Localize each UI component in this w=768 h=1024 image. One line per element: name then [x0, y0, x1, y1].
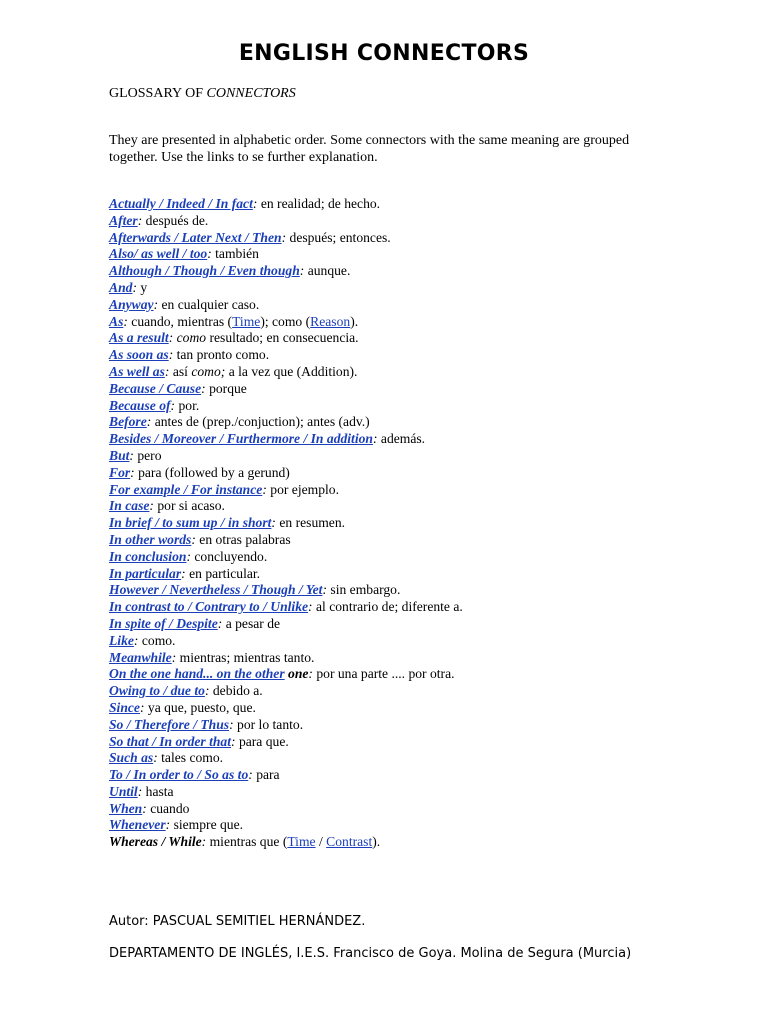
reference-link[interactable]: Time — [287, 834, 316, 850]
connector-entry — [109, 498, 729, 515]
term-separator: : — [130, 464, 139, 480]
connector-entry — [109, 465, 729, 482]
connector-term[interactable]: Although / Though / Even though — [109, 263, 300, 279]
connector-entry — [109, 515, 729, 532]
connector-entry — [109, 817, 729, 834]
connector-entry — [109, 330, 729, 347]
connector-term[interactable]: In spite of / Despite — [109, 615, 218, 631]
connector-meaning: para que. — [238, 733, 289, 749]
connector-entry — [109, 549, 729, 566]
connector-meaning-italic: como; — [191, 363, 226, 379]
connector-meaning: ya que, puesto, que. — [147, 699, 256, 715]
connector-entry — [109, 246, 729, 263]
reference-link[interactable]: Reason — [310, 313, 351, 329]
term-separator: : — [153, 750, 162, 766]
connector-entry — [109, 280, 729, 297]
connector-entry — [109, 230, 729, 247]
connector-entry — [109, 314, 729, 331]
connector-meaning: en otras palabras — [199, 531, 291, 547]
glossary-heading — [109, 86, 296, 102]
connector-entry — [109, 599, 729, 616]
connector-meaning: y — [140, 279, 148, 295]
connector-term[interactable]: Before — [109, 414, 147, 430]
connector-term[interactable]: Whenever — [109, 817, 166, 833]
term-separator: : — [308, 666, 317, 682]
connector-meaning: concluyendo. — [194, 548, 268, 564]
term-separator: : — [204, 683, 213, 699]
connector-entry — [109, 532, 729, 549]
connector-term[interactable]: As soon as — [109, 347, 169, 363]
term-separator: : — [322, 582, 331, 598]
connector-meaning: porque — [209, 380, 247, 396]
term-separator: : — [165, 817, 174, 833]
connector-term[interactable]: To / In order to / So as to — [109, 767, 249, 783]
term-separator: : — [186, 548, 195, 564]
connector-entry — [109, 297, 729, 314]
connector-meaning: en resumen. — [279, 515, 346, 531]
connector-meaning: mientras que ( — [209, 834, 288, 850]
connector-entry — [109, 784, 729, 801]
term-separator: : — [149, 498, 158, 514]
connector-term[interactable]: Meanwhile — [109, 649, 172, 665]
connector-term[interactable]: As a result — [109, 330, 169, 346]
reference-link[interactable]: Contrast — [326, 834, 373, 850]
connector-entry — [109, 834, 729, 851]
connector-term[interactable]: Like — [109, 632, 134, 648]
connector-entry — [109, 263, 729, 280]
connector-term[interactable]: On the one hand... on the other — [109, 666, 285, 682]
term-separator: : — [372, 431, 381, 447]
term-separator: : — [217, 615, 226, 631]
term-separator: : — [129, 447, 138, 463]
connector-meaning: siempre que. — [173, 817, 244, 833]
connector-meaning: pero — [137, 447, 162, 463]
term-separator: : — [262, 481, 271, 497]
term-separator: : — [171, 649, 180, 665]
reference-link[interactable]: Time — [232, 313, 261, 329]
term-separator: : — [252, 196, 261, 211]
connector-entry — [109, 448, 729, 465]
connector-meaning: tales como. — [161, 750, 224, 766]
connector-meaning: al contrario de; diferente a. — [315, 599, 463, 615]
connector-term[interactable]: However / Nevertheless / Though / Yet — [109, 582, 323, 598]
connector-term[interactable]: So that / In order that — [109, 733, 232, 749]
connector-meaning: a la vez que (Addition). — [225, 363, 358, 379]
connector-list — [109, 196, 729, 851]
term-separator: : — [133, 632, 142, 648]
connector-entry — [109, 431, 729, 448]
term-separator: : — [142, 800, 151, 816]
connector-entry — [109, 482, 729, 499]
page-title: ENGLISH CONNECTORS — [238, 41, 530, 66]
connector-term[interactable]: Since — [109, 699, 140, 715]
connector-meaning: tan pronto como. — [176, 347, 270, 363]
term-separator: : — [271, 515, 280, 531]
connector-entry — [109, 414, 729, 431]
connector-term[interactable]: So / Therefore / Thus — [109, 716, 230, 732]
connector-term[interactable]: For — [109, 464, 131, 480]
connector-term[interactable]: Until — [109, 783, 138, 799]
connector-term[interactable]: In conclusion — [109, 548, 187, 564]
term-separator: : — [168, 347, 177, 363]
connector-meaning: por lo tanto. — [237, 716, 304, 732]
connector-term[interactable]: In brief / to sum up / in short — [109, 515, 272, 531]
connector-meaning: por una parte .... por otra. — [316, 666, 455, 682]
connector-entry — [109, 666, 729, 683]
connector-meaning: a pesar de — [225, 615, 281, 631]
connector-term[interactable]: As — [109, 313, 124, 329]
connector-entry — [109, 213, 729, 230]
connector-entry — [109, 633, 729, 650]
connector-meaning: cuando — [150, 800, 190, 816]
connector-term[interactable]: As well as — [109, 363, 165, 379]
connector-meaning: por si acaso. — [157, 498, 225, 514]
connector-meaning: ). — [350, 313, 359, 329]
connector-entry — [109, 566, 729, 583]
term-separator: : — [229, 716, 238, 732]
connector-entry — [109, 750, 729, 767]
connector-meaning: para — [256, 767, 280, 783]
connector-meaning: además. — [380, 431, 426, 447]
connector-term[interactable]: For example / For instance — [109, 481, 263, 497]
term-separator: : — [146, 414, 155, 430]
connector-meaning: mientras; mientras tanto. — [179, 649, 315, 665]
connector-meaning: en particular. — [189, 565, 261, 581]
connector-entry — [109, 683, 729, 700]
intro-paragraph: They are presented in alphabetic order. Some connectors with the same meaning are grouped together. Use the links to se further explanation. — [109, 133, 630, 165]
connector-meaning: para (followed by a gerund) — [138, 464, 290, 480]
connector-entry — [109, 582, 729, 599]
term-separator: : — [137, 212, 146, 228]
term-separator: : — [170, 397, 179, 413]
connector-entry — [109, 616, 729, 633]
connector-term[interactable]: Because of — [109, 397, 171, 413]
connector-term[interactable]: But — [109, 447, 130, 463]
connector-term[interactable]: Anyway — [109, 296, 154, 312]
term-separator: : — [231, 733, 239, 749]
connector-meaning: resultado; en consecuencia. — [209, 330, 359, 346]
term-separator: : — [137, 783, 146, 799]
connector-meaning-italic: como — [176, 330, 210, 346]
connector-meaning: ); como ( — [260, 313, 311, 329]
connector-entry — [109, 717, 729, 734]
connector-meaning: en realidad; de hecho. — [260, 196, 381, 211]
connector-entry — [109, 767, 729, 784]
connector-meaning: ). — [372, 834, 381, 850]
connector-meaning: como. — [141, 632, 176, 648]
term-separator: : — [299, 263, 308, 279]
connector-entry — [109, 381, 729, 398]
term-separator: : — [139, 699, 148, 715]
connector-meaning: hasta — [145, 783, 174, 799]
connector-term[interactable]: Afterwards / Later Next / Then — [109, 229, 282, 245]
connector-entry — [109, 398, 729, 415]
term-separator: : — [201, 380, 210, 396]
connector-term[interactable]: In other words — [109, 531, 192, 547]
connector-meaning: / — [315, 834, 327, 850]
connector-term[interactable]: Owing to / due to — [109, 683, 205, 699]
connector-term[interactable]: In particular — [109, 565, 182, 581]
connector-term[interactable]: In contrast to / Contrary to / Unlike — [109, 599, 309, 615]
connector-term[interactable]: Also/ as well / too — [109, 246, 208, 262]
connector-meaning: aunque. — [307, 263, 351, 279]
connector-entry — [109, 347, 729, 364]
term-separator: : — [164, 363, 173, 379]
author-line: Autor: PASCUAL SEMITIEL HERNÁNDEZ. — [109, 914, 366, 929]
connector-term[interactable]: When — [109, 800, 143, 816]
connector-term[interactable]: Besides / Moreover / Furthermore / In addition — [109, 431, 373, 447]
connector-meaning: antes de (prep./conjuction); antes (adv.) — [154, 414, 370, 430]
connector-entry — [109, 650, 729, 667]
term-separator: : — [181, 565, 190, 581]
term-separator: : — [207, 246, 216, 262]
connector-meaning: sin embargo. — [330, 582, 401, 598]
term-separator: : — [248, 767, 257, 783]
connector-meaning: cuando, mientras ( — [131, 313, 233, 329]
term-separator: : — [132, 279, 141, 295]
connector-meaning: por. — [178, 397, 200, 413]
term-separator: : — [168, 330, 177, 346]
term-separator: : — [191, 531, 200, 547]
glossary-emph: CONNECTORS — [206, 86, 296, 101]
term-separator: : — [201, 834, 210, 850]
connector-entry — [109, 196, 729, 213]
connector-meaning: así — [172, 363, 192, 379]
connector-meaning: en cualquier caso. — [161, 296, 260, 312]
department-line: DEPARTAMENTO DE INGLÉS, I.E.S. Francisco de Goya. Molina de Segura (Murcia) — [109, 946, 632, 961]
connector-term: Whereas / While — [109, 834, 202, 850]
connector-meaning: también — [215, 246, 259, 262]
glossary-prefix: GLOSSARY OF — [109, 86, 207, 101]
connector-term[interactable]: In case — [109, 498, 150, 514]
connector-term[interactable]: After — [109, 212, 138, 228]
connector-term[interactable]: Such as — [109, 750, 154, 766]
term-separator: : — [281, 229, 290, 245]
connector-entry — [109, 801, 729, 818]
connector-term[interactable]: Actually / Indeed / In fact — [109, 196, 253, 211]
connector-term[interactable]: Because / Cause — [109, 380, 202, 396]
connector-meaning: por ejemplo. — [270, 481, 339, 497]
connector-term[interactable]: And — [109, 279, 133, 295]
connector-meaning: después de. — [145, 212, 209, 228]
connector-meaning: después; entonces. — [289, 229, 391, 245]
connector-entry — [109, 364, 729, 381]
term-separator: : — [308, 599, 316, 615]
term-separator: : — [153, 296, 162, 312]
connector-entry — [109, 734, 729, 751]
term-separator: : — [123, 313, 132, 329]
connector-entry — [109, 700, 729, 717]
connector-meaning: debido a. — [212, 683, 263, 699]
connector-term-suffix: one — [284, 666, 309, 682]
